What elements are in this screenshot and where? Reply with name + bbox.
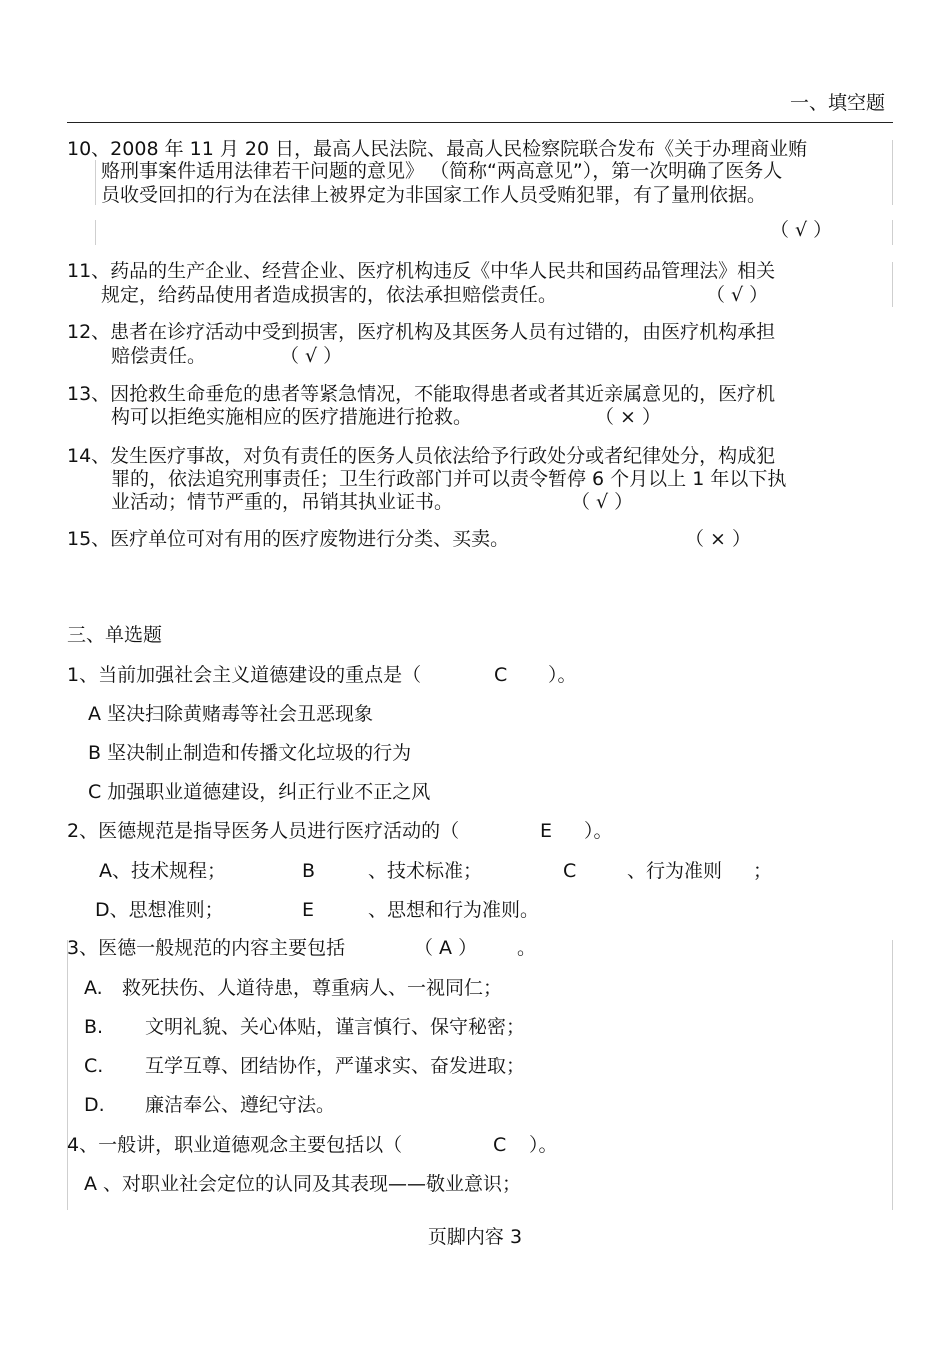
sc-question-1-option-c: C 加强职业道德建设，纠正行业不正之风 xyxy=(88,781,431,803)
sc-question-2-answer: E xyxy=(540,820,553,842)
sc-question-2-end: ）。 xyxy=(584,820,613,842)
sc-question-2-option-a: A、技术规程； xyxy=(99,860,226,882)
question-11-line-1: 11、药品的生产企业、经营企业、医疗机构违反《中华人民共和国药品管理法》相关 xyxy=(67,260,776,282)
question-13-line-2: 构可以拒绝实施相应的医疗措施进行抢救。 xyxy=(111,406,473,428)
margin-guide xyxy=(95,220,96,245)
sc-question-2-option-d: D、思想准则； xyxy=(95,899,224,921)
question-14-line-2: 罪的，依法追究刑事责任；卫生行政部门并可以责令暂停 6 个月以上 1 年以下执 xyxy=(111,468,787,490)
sc-question-3-option-c-text: 互学互尊、团结协作，严谨求实、奋发进取； xyxy=(145,1055,526,1077)
sc-question-1-end: ）。 xyxy=(548,664,577,686)
margin-guide xyxy=(892,220,893,245)
sc-question-1-option-a: A 坚决扫除黄赌毒等社会丑恶现象 xyxy=(88,703,374,725)
sc-question-2-option-e-text: 、思想和行为准则。 xyxy=(368,899,540,921)
sc-question-3-option-d-text: 廉洁奉公、遵纪守法。 xyxy=(145,1094,336,1116)
question-14-line-3: 业活动；情节严重的，吊销其执业证书。 xyxy=(111,491,454,513)
sc-question-2-option-b-letter: B xyxy=(302,860,316,882)
sc-question-3-answer: （ A ） xyxy=(414,937,478,959)
sc-question-3-stem: 3、医德一般规范的内容主要包括 xyxy=(67,937,346,959)
question-11-line-2: 规定，给药品使用者造成损害的，依法承担赔偿责任。 xyxy=(101,284,558,306)
question-14-answer: （ √ ） xyxy=(571,491,634,513)
section-heading-single-choice: 三、单选题 xyxy=(67,624,163,646)
sc-question-3-option-a-text: 救死扶伤、人道待患，尊重病人、一视同仁； xyxy=(122,977,503,999)
question-10-line-3: 员收受回扣的行为在法律上被界定为非国家工作人员受贿犯罪，有了量刑依据。 xyxy=(101,184,767,206)
question-10-line-2: 赂刑事案件适用法律若干问题的意见》 （简称“两高意见”），第一次明确了医务人 xyxy=(101,160,783,182)
section-heading-fill-blank: 一、填空题 xyxy=(789,92,885,114)
sc-question-2-option-c-end: ； xyxy=(753,860,773,882)
sc-question-3-option-b-letter: B. xyxy=(84,1016,104,1038)
margin-guide xyxy=(95,160,96,205)
sc-question-1-answer: C xyxy=(494,664,508,686)
sc-question-3-option-c-letter: C. xyxy=(84,1055,104,1077)
sc-question-4-end: ）。 xyxy=(529,1134,558,1156)
sc-question-3-end: 。 xyxy=(517,937,537,959)
margin-guide xyxy=(67,940,68,1210)
sc-question-1-stem: 1、当前加强社会主义道德建设的重点是（ xyxy=(67,664,422,686)
sc-question-2-stem: 2、医德规范是指导医务人员进行医疗活动的（ xyxy=(67,820,460,842)
question-14-line-1: 14、发生医疗事故，对负有责任的医务人员依法给予行政处分或者纪律处分，构成犯 xyxy=(67,445,776,467)
question-15-answer: （ × ） xyxy=(685,528,751,550)
question-13-answer: （ × ） xyxy=(595,406,661,428)
question-12-answer: （ √ ） xyxy=(280,345,343,367)
question-12-line-1: 12、患者在诊疗活动中受到损害，医疗机构及其医务人员有过错的，由医疗机构承担 xyxy=(67,321,776,343)
sc-question-2-option-c-text: 、行为准则 xyxy=(627,860,723,882)
margin-guide xyxy=(892,140,893,205)
header-rule xyxy=(67,122,893,123)
margin-guide xyxy=(892,262,893,307)
page-footer: 页脚内容 3 xyxy=(427,1226,523,1248)
sc-question-4-stem: 4、一般讲，职业道德观念主要包括以（ xyxy=(67,1134,403,1156)
sc-question-1-option-b: B 坚决制止制造和传播文化垃圾的行为 xyxy=(88,742,412,764)
sc-question-4-answer: C xyxy=(493,1134,507,1156)
sc-question-3-option-d-letter: D. xyxy=(84,1094,105,1116)
sc-question-2-option-c-letter: C xyxy=(563,860,577,882)
sc-question-2-option-e-letter: E xyxy=(302,899,315,921)
question-10-answer: （ √ ） xyxy=(770,219,833,241)
question-10-line-1: 10、2008 年 11 月 20 日，最高人民法院、最高人民检察院联合发布《关于办理商业贿 xyxy=(67,138,808,160)
sc-question-3-option-a-letter: A. xyxy=(84,977,103,999)
sc-question-3-option-b-text: 文明礼貌、关心体贴，谨言慎行、保守秘密； xyxy=(145,1016,526,1038)
sc-question-4-option-a: A 、对职业社会定位的认同及其表现——敬业意识； xyxy=(84,1173,522,1195)
question-13-line-1: 13、因抢救生命垂危的患者等紧急情况，不能取得患者或者其近亲属意见的，医疗机 xyxy=(67,383,776,405)
question-11-answer: （ √ ） xyxy=(706,284,769,306)
sc-question-2-option-b-text: 、技术标准； xyxy=(368,860,483,882)
question-15-line-1: 15、医疗单位可对有用的医疗废物进行分类、买卖。 xyxy=(67,528,510,550)
question-12-line-2: 赔偿责任。 xyxy=(111,345,207,367)
margin-guide xyxy=(892,940,893,1210)
